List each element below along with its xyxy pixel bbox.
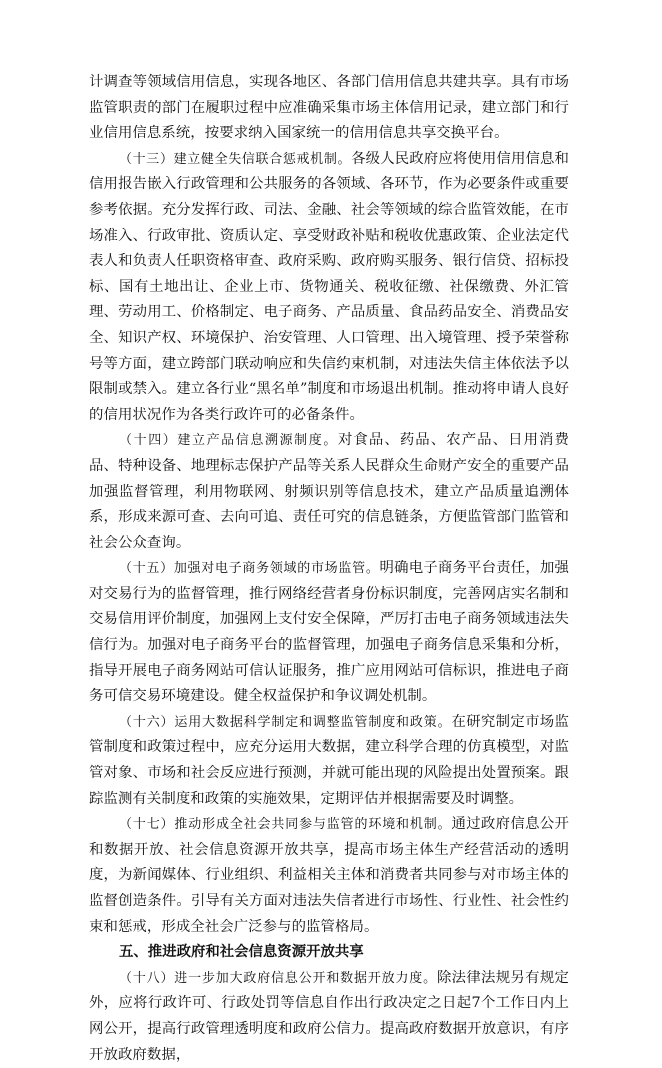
paragraph-lead: （十八）进一步加大政府信息公开和数据开放力度。: [119, 970, 437, 986]
paragraph-text: 通过政府信息公开和数据开放、社会信息资源开放共享，提高市场主体生产经营活动的透明度，为新闻媒体、行业组织、利益相关主体和消费者共同参与对市场主体的监督创造条件。引导有关方面对违法失信者进行市场性、行业性、社会性约束和惩戒，形成全社会广泛参与的监管格局。: [89, 816, 570, 935]
document-body: [89, 70, 569, 1068]
paragraph-lead: （十三）建立健全失信联合惩戒机制。: [119, 151, 352, 167]
paragraph-text: 除法律法规另有规定外，应将行政许可、行政处罚等信息自作出行政决定之日起7个工作日内上网公开，提高行政管理透明度和政府公信力。提高政府数据开放意识，有序开放政府数据，: [89, 969, 569, 1063]
paragraph-item-13: [89, 147, 569, 429]
paragraph-lead: （十七）推动形成全社会共同参与监管的环境和机制。: [119, 817, 452, 833]
paragraph-text: 计调查等领域信用信息，实现各地区、各部门信用信息共建共享。具有市场监管职责的部门在履职过程中应准确采集市场主体信用记录，建立部门和行业信用信息系统，按要求纳入国家统一的信用信息共享交换平台。: [89, 74, 569, 142]
paragraph-text: 在研究制定市场监管制度和政策过程中，应充分运用大数据，建立科学合理的仿真模型，对监管对象、市场和社会反应进行预测，并就可能出现的风险提出处置预案。跟踪监测有关制度和政策的实施效果，定期评估并根据需要及时调整。: [89, 713, 570, 807]
paragraph-text: 明确电子商务平台责任，加强对交易行为的监督管理，推行网络经营者身份标识制度，完善网店实名制和交易信用评价制度，加强网上支付安全保障，严厉打击电子商务领域违法失信行为。加强对电子商务平台的监督管理，加强电子商务信息采集和分析，指导开展电子商务网站可信认证服务，推广应用网站可信标识，推进电子商务可信交易环境建设。健全权益保护和争议调处机制。: [89, 560, 569, 705]
paragraph-item-16: [89, 710, 569, 812]
paragraph-text: 各级人民政府应将使用信用信息和信用报告嵌入行政管理和公共服务的各领域、各环节，作为必要条件或重要参考依据。充分发挥行政、司法、金融、社会等领域的综合监管效能，在市场准入、行政审批、资质认定、享受财政补贴和税收优惠政策、企业法定代表人和负责人任职资格审查、政府采购、政府购买服务、银行信贷、招标投标、国有土地出让、企业上市、货物通关、税收征缴、社保缴费、外汇管理、劳动用工、价格制定、电子商务、产品质量、食品药品安全、消费品安全、知识产权、环境保护、治安管理、人口管理、出入境管理、授予荣誉称号等方面，建立跨部门联动响应和失信约束机制，对违法失信主体依法予以限制或禁入。建立各行业“黑名单”制度和市场退出机制。推动将申请人良好的信用状况作为各类行政许可的必备条件。: [89, 150, 569, 423]
paragraph-continued: [89, 70, 569, 147]
paragraph-lead: （十五）加强对电子商务领域的市场监管。: [119, 561, 380, 577]
paragraph-item-17: [89, 812, 569, 940]
paragraph-text: 对食品、药品、农产品、日用消费品、特种设备、地理标志保护产品等关系人民群众生命财产安全的重要产品加强监督管理，利用物联网、射频识别等信息技术，建立产品质量追溯体系，形成来源可查、去向可追、责任可究的信息链条，方便监管部门监管和社会公众查询。: [89, 432, 569, 551]
paragraph-item-15: [89, 556, 569, 710]
paragraph-item-18: [89, 966, 569, 1068]
section-heading: 五、推进政府和社会信息资源开放共享: [119, 944, 364, 961]
paragraph-lead: （十四）建立产品信息溯源制度。: [119, 433, 338, 449]
paragraph-item-14: [89, 428, 569, 556]
paragraph-lead: （十六）运用大数据科学制定和调整监管制度和政策。: [119, 714, 452, 730]
